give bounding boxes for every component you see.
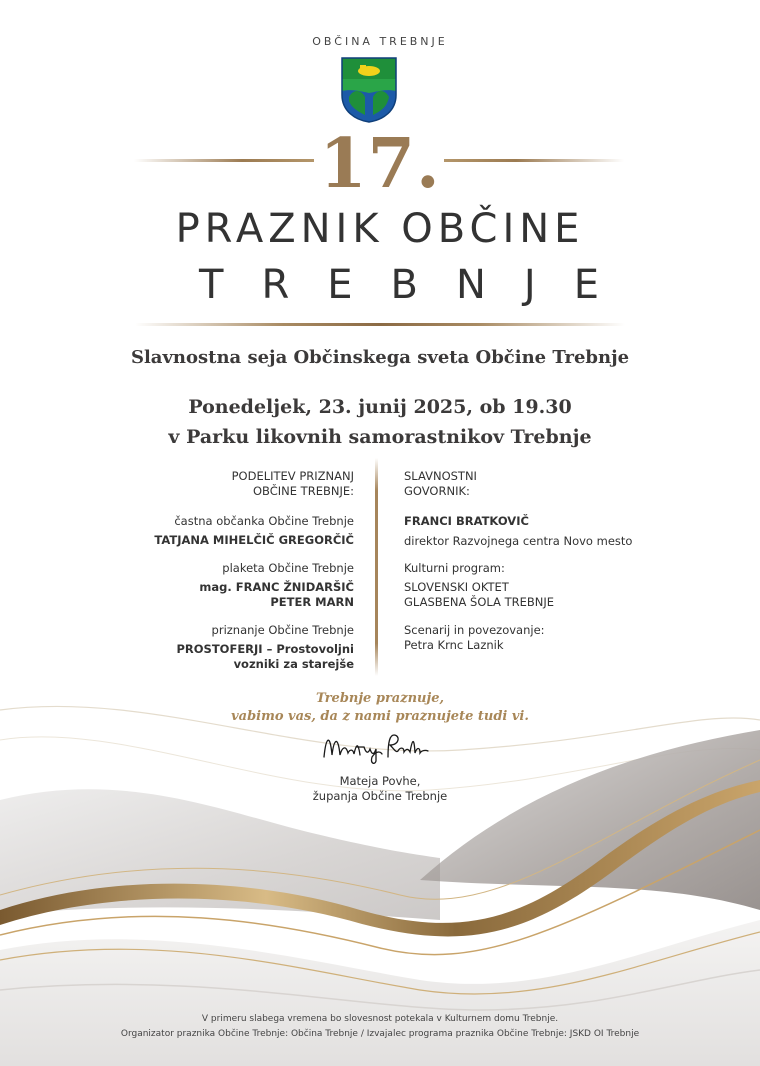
footer-organizer: Organizator praznika Občine Trebnje: Občina Trebnje / Izvajalec programa praznika Občine Trebnje: JSKD OI Trebnje	[120, 1029, 640, 1039]
handwritten-signature	[320, 727, 432, 765]
script-person: Petra Krnc Laznik	[404, 638, 504, 652]
footer	[0, 1013, 760, 1041]
award-recipient: TATJANA MIHELČIČ GREGORČIČ	[154, 533, 354, 547]
footer-weather-note: V primeru slabega vremena bo slovesnost potekala v Kulturnem domu Trebnje.	[201, 1014, 559, 1024]
award-honorary-citizen	[100, 514, 354, 548]
program-label: Kulturni program:	[404, 561, 505, 575]
speaker-heading-line2: GOVORNIK:	[404, 484, 470, 498]
title-line-1: PRAZNIK OBČINE	[175, 206, 585, 252]
event-date: Ponedeljek, 23. junij 2025, ob 19.30	[188, 396, 572, 418]
program-item: GLASBENA ŠOLA TREBNJE	[404, 595, 555, 609]
speaker-heading-line1: SLAVNOSTNI	[404, 469, 477, 483]
award-recipient: PETER MARN	[270, 595, 354, 609]
awards-heading-line1: PODELITEV PRIZNANJ	[231, 469, 354, 483]
speaker-heading	[404, 469, 724, 499]
invitation-line1: Trebnje praznuje,	[315, 691, 445, 706]
award-recognition	[100, 623, 354, 672]
speaker-name: FRANCI BRATKOVIČ	[404, 514, 529, 528]
invitation-text	[0, 690, 760, 726]
award-category: častna občanka Občine Trebnje	[174, 514, 354, 528]
award-plaque	[100, 561, 354, 610]
award-recipient: mag. FRANC ŽNIDARŠIČ	[199, 580, 354, 594]
signer-block	[0, 774, 760, 804]
award-category: priznanje Občine Trebnje	[211, 623, 354, 637]
award-category: plaketa Občine Trebnje	[222, 561, 354, 575]
title-line-2: TREBNJE	[199, 262, 637, 308]
coat-of-arms-icon	[341, 57, 397, 123]
script-label: Scenarij in povezovanje:	[404, 623, 545, 637]
awards-heading	[100, 469, 354, 499]
program-item: SLOVENSKI OKTET	[404, 580, 509, 594]
awards-heading-line2: OBČINE TREBNJE:	[253, 484, 354, 498]
cultural-program	[404, 561, 724, 610]
invitation-line2: vabimo vas, da z nami praznujete tudi vi.	[231, 709, 529, 724]
title-divider	[135, 323, 625, 326]
award-recipient: vozniki za starejše	[233, 657, 354, 671]
award-recipient: PROSTOFERJI – Prostovoljni	[176, 642, 354, 656]
speaker-block	[404, 514, 724, 549]
column-divider	[375, 458, 378, 676]
event-location: v Parku likovnih samorastnikov Trebnje	[168, 426, 592, 448]
speaker-role: direktor Razvojnega centra Novo mesto	[404, 534, 633, 548]
signer-title: županja Občine Trebnje	[312, 789, 448, 803]
anniversary-number: 17.	[319, 124, 441, 204]
event-subtitle: Slavnostna seja Občinskega sveta Občine Trebnje	[130, 347, 630, 368]
script-credit	[404, 623, 724, 653]
municipality-name: OBČINA TREBNJE	[312, 35, 448, 48]
signer-name: Mateja Povhe,	[339, 774, 421, 788]
